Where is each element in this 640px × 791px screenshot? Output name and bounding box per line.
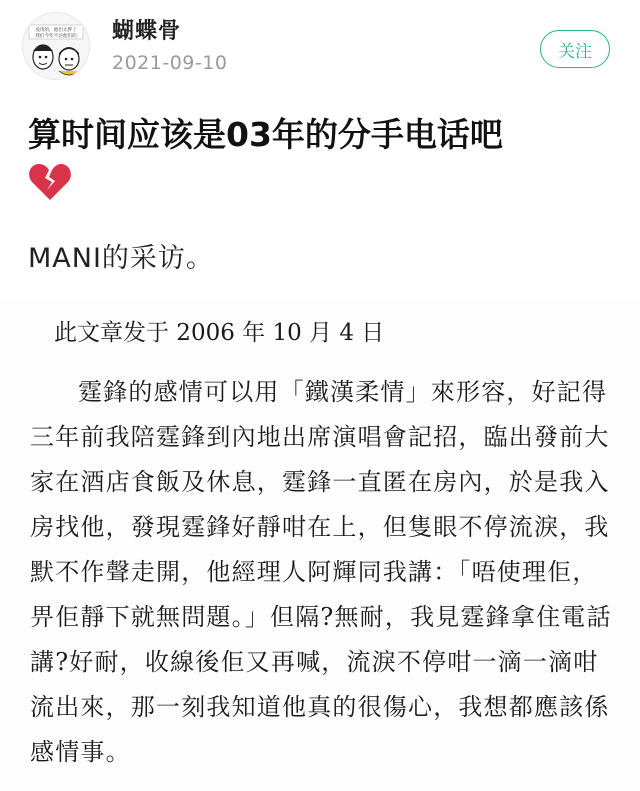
avatar-cartoon-icon [23, 13, 89, 79]
post-date: 2021-09-10 [112, 52, 228, 74]
article-scan-image [0, 300, 640, 791]
broken-heart-icon [28, 162, 72, 202]
avatar-caption-1: 没用的，他们太胖了 [35, 28, 77, 33]
author-name[interactable]: 蝴蝶骨 [112, 19, 182, 44]
publish-date-line: 此文章发于 2006 年 10 月 4 日 [54, 320, 385, 346]
post-title [28, 112, 608, 202]
post-title-text: 算时间应该是03年的分手电话吧 [28, 115, 503, 154]
follow-button[interactable]: 关注 [540, 30, 610, 68]
post-header [0, 0, 640, 96]
avatar-caption-2: 我们今年不过他们的 [35, 34, 77, 39]
post-subtitle: MANI的采访。 [28, 243, 214, 274]
article-body-text: 霆鋒的感情可以用「鐵漢柔情」來形容，好記得三年前我陪霆鋒到內地出席演唱會記招，臨出發前大家在酒店食飯及休息，霆鋒一直匿在房內，於是我入房找他，發現霆鋒好靜咁在上，但隻眼不停流淚，我默不作聲走開，他經理人阿輝同我講：「唔使理佢，畀佢靜下就無問題。」但隔?無耐，我見霆鋒拿住電話講?好耐，收線後佢又再喊，流淚不停咁一滴一滴咁流出來，那一刻我知道他真的很傷心，我想都應該係感情事。 [30, 378, 612, 766]
author-avatar[interactable] [22, 12, 90, 80]
